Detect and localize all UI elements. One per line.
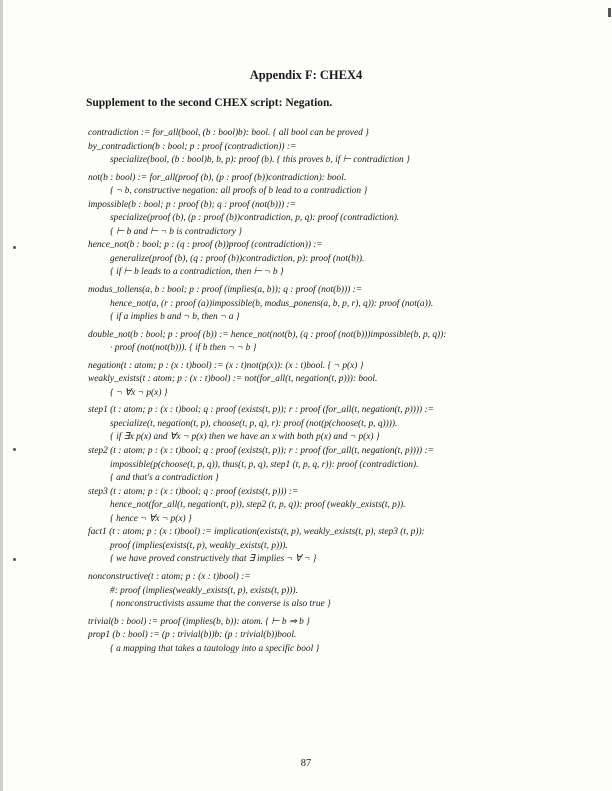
comment-line: { if ⊢ b leads to a contradiction, then ⊢ ¬ b } (110, 267, 284, 278)
comment-line: { nonconstructivists assume that the converse is also true } (110, 599, 331, 610)
section-subtitle: Supplement to the second CHEX script: Negation. (86, 97, 333, 109)
comment-line: { ¬ ∀x ¬ p(x) } (110, 387, 168, 398)
code-line: contradiction := for_all(bool, (b : bool)b): bool. { all bool can be proved } (88, 128, 369, 138)
code-line: specialize(bool, (b : bool)b, b, p): proof (b). { this proves b, if ⊢ contradiction } (110, 155, 410, 166)
page-number: 87 (300, 758, 312, 769)
code-line: step1 (t : atom; p : (x : t)bool; q : proof (exists(t, p)); r : proof (for_all(t, negation(t, p)))) := (88, 405, 434, 416)
code-line: hence_not(b : bool; p : (q : proof (b))proof (contradiction)) := (88, 240, 323, 251)
comment-line: { ¬ b, constructive negation: all proofs of b lead to a contradiction } (110, 186, 368, 197)
appendix-title: Appendix F: CHEX4 (249, 68, 363, 82)
code-line: trivial(b : bool) := proof (implies(b, b)): atom. { ⊢ b ⇒ b } (88, 616, 310, 627)
comment-line: { hence ¬ ∀x ¬ p(x) } (110, 513, 192, 524)
code-line: weakly_exists(t : atom; p : (x : t)bool) := not(for_all(t, negation(t, p))): bool. (88, 374, 378, 385)
code-line: generalize(proof (b), (q : proof (b))contradiction, p): proof (not(b)). (110, 253, 365, 264)
code-line: modus_tollens(a, b : bool; p : proof (implies(a, b)); q : proof (not(b))) := (88, 285, 363, 296)
code-line: impossible(p(choose(t, p, q)), thus(t, p, q), step1 (t, p, q, r)): proof (contradiction). (110, 459, 419, 470)
code-line: hence_not(a, (r : proof (a))impossible(b, modus_ponens(a, b, p, r), q)): proof (not(a)). (110, 298, 434, 309)
code-line: · proof (not(not(b))). { if b then ¬ ¬ b } (110, 343, 257, 354)
code-line: nonconstructive(t : atom; p : (x : t)bool) := (88, 571, 251, 582)
comment-line: { and that's a contradiction } (110, 473, 219, 484)
code-line: proof (implies(exists(t, p), weakly_exists(t, p))). (110, 540, 288, 551)
scan-edge (0, 0, 3, 791)
code-line: impossible(b : bool; p : proof (b); q : proof (not(b))) := (88, 199, 296, 210)
code-line: hence_not(for_all(t, negation(t, p)), step2 (t, p, q)): proof (weakly_exists(t, p)). (110, 500, 406, 511)
scan-speck (13, 448, 16, 451)
code-line: specialize(t, negation(t, p), choose(t, p, q), r): proof (not(p(choose(t, p, q)))). (110, 418, 398, 429)
comment-line: { a mapping that takes a tautology into a specific bool } (110, 643, 320, 654)
code-line: double_not(b : bool; p : proof (b)) := hence_not(not(b), (q : proof (not(b)))impossible(b, p, q)): (88, 329, 447, 340)
comment-line: { we have proved constructively that ∃ implies ¬ ∀ ¬ } (110, 554, 317, 565)
code-line: negation(t : atom; p : (x : t)bool) := (x : t)not(p(x)): (x : t)bool. { ¬ p(x) } (88, 360, 364, 371)
code-line: step2 (t : atom; p : (x : t)bool; q : proof (exists(t, p)); r : proof (for_all(t, negation(t, p)))) := (88, 446, 434, 457)
comment-line: { if a implies b and ¬ b, then ¬ a } (110, 312, 240, 323)
script-listing (88, 127, 588, 656)
code-line: step3 (t : atom; p : (x : t)bool; q : proof (exists(t, p))) := (88, 486, 299, 497)
comment-line: { ⊢ b and ⊢ ¬ b is contradictory } (110, 226, 242, 237)
scan-speck (13, 246, 16, 249)
code-line: not(b : bool) := for_all(proof (b), (p : proof (b))contradiction): bool. (88, 172, 347, 183)
code-line: fact1 (t : atom; p : (x : t)bool) := implication(exists(t, p), weakly_exists(t, p), step3 (t, p)): (88, 527, 425, 538)
code-line: #: proof (implies(weakly_exists(t, p), exists(t, p))). (110, 585, 298, 596)
code-line: specialize(proof (b), (p : proof (b))contradiction, p, q): proof (contradiction). (110, 213, 400, 224)
scan-speck (13, 558, 16, 561)
code-line: by_contradiction(b : bool; p : proof (contradiction)) := (88, 141, 297, 152)
scan-speck (608, 8, 611, 17)
code-line: prop1 (b : bool) := (p : trivial(b))b: (p : trivial(b))bool. (88, 630, 297, 641)
comment-line: { if ∃x p(x) and ∀x ¬ p(x) then we have an x with both p(x) and ¬ p(x) } (110, 432, 380, 443)
